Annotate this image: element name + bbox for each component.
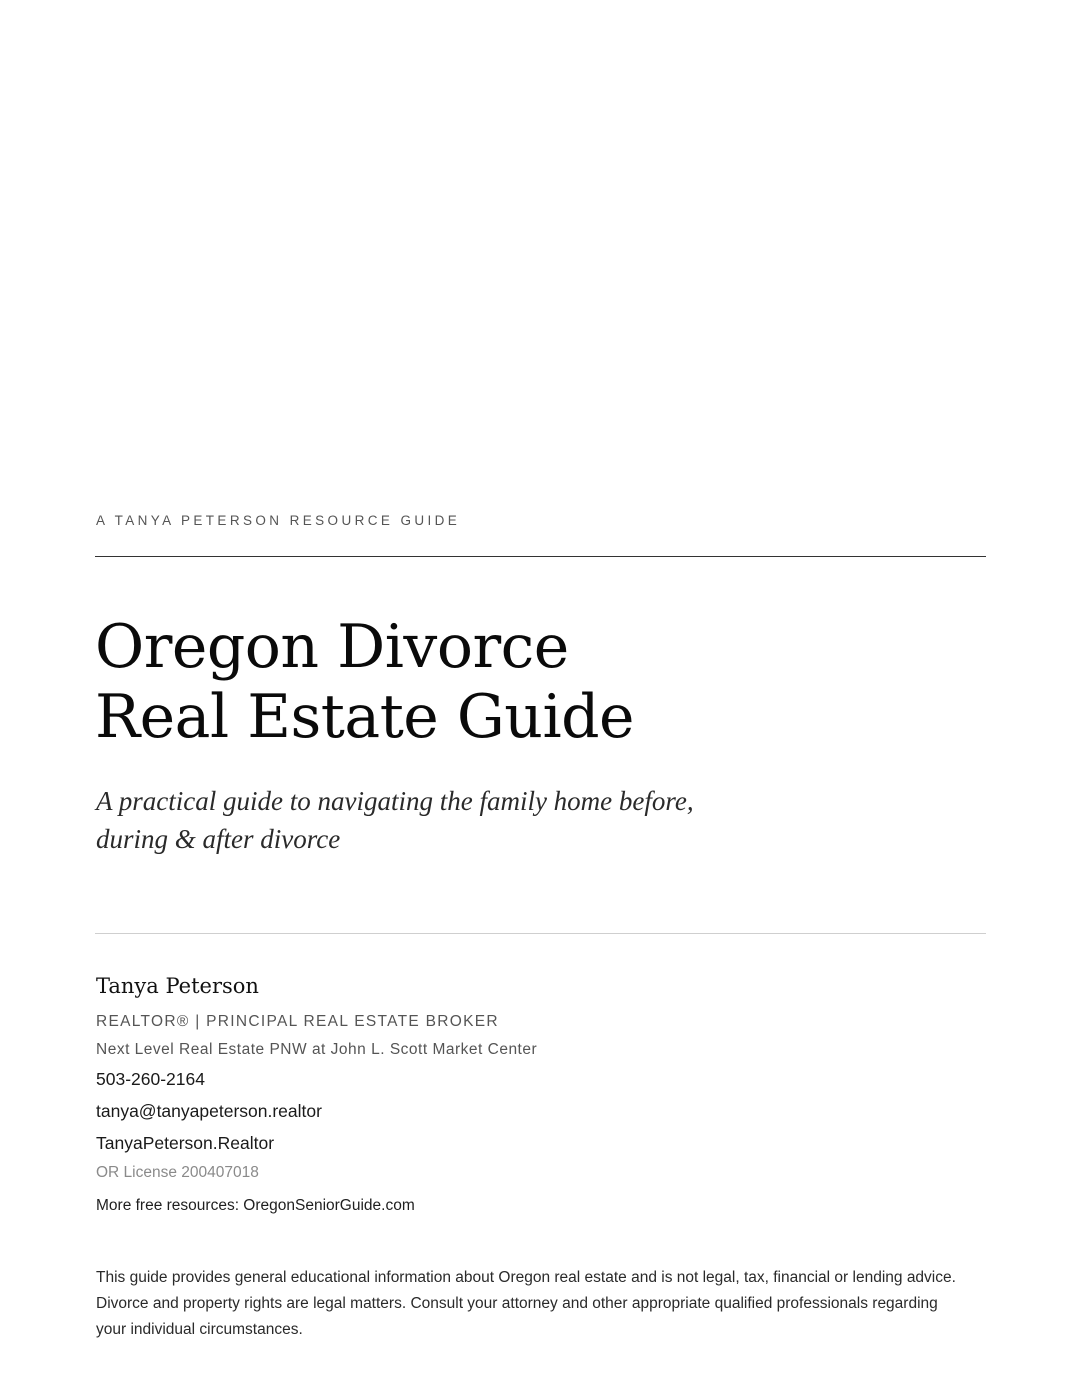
disclaimer-text: This guide provides general educational information about Oregon real estate and is not legal, tax, financial or lending advice. Divorce and property rights are legal matters. Consult your attorney and other appropriate qualified professionals regarding your individual circumstances. (96, 1269, 956, 1338)
agent-name: Tanya Peterson (96, 974, 259, 998)
license-number: OR License 200407018 (96, 1164, 259, 1181)
title-line-1: Oregon Divorce (95, 612, 569, 682)
top-divider (95, 556, 986, 557)
email-link[interactable]: tanya@tanyapeterson.realtor (96, 1101, 322, 1121)
phone-link[interactable]: 503-260-2164 (96, 1069, 205, 1089)
page-title (95, 612, 634, 752)
subtitle: A practical guide to navigating the family home before, during & after divorce (96, 786, 694, 854)
title-line-2: Real Estate Guide (95, 682, 635, 752)
website-link[interactable]: TanyaPeterson.Realtor (96, 1133, 275, 1153)
resources-link[interactable]: More free resources: OregonSeniorGuide.com (96, 1197, 415, 1214)
agent-brokerage: Next Level Real Estate PNW at John L. Scott Market Center (96, 1041, 538, 1058)
eyebrow-label: A TANYA PETERSON RESOURCE GUIDE (96, 513, 461, 528)
agent-title: REALTOR® | PRINCIPAL REAL ESTATE BROKER (96, 1013, 499, 1030)
middle-divider (95, 933, 986, 934)
